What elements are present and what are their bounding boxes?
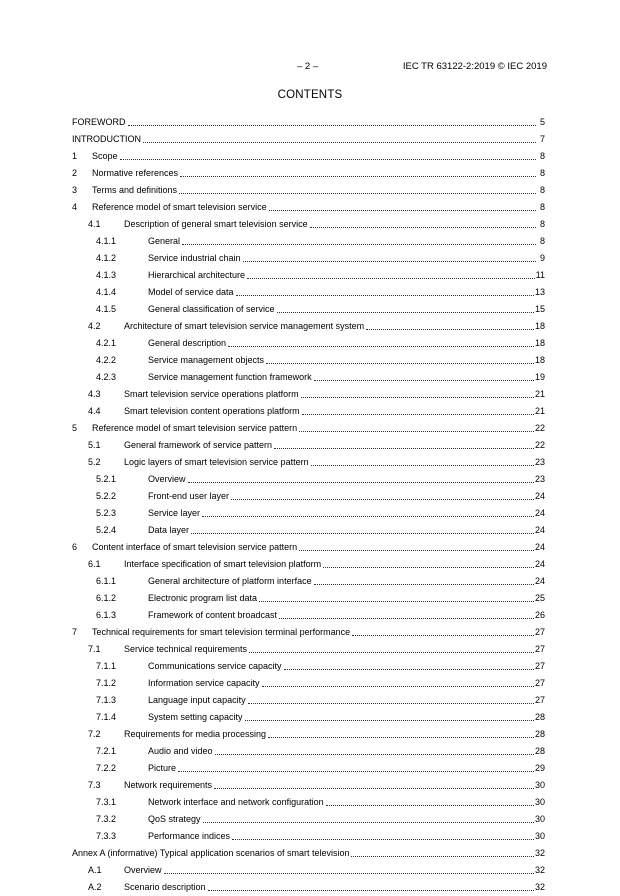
toc-entry-page: 28	[534, 729, 545, 739]
dot-leader	[301, 386, 534, 398]
toc-entry-page: 30	[534, 797, 545, 807]
dot-leader	[164, 862, 534, 874]
toc-entry-title: Smart television service operations platform	[124, 389, 299, 399]
toc-entry[interactable]	[72, 794, 545, 811]
toc-entry-title: Interface specification of smart television platform	[124, 559, 322, 569]
toc-entry-number: A.1	[88, 865, 102, 875]
toc-entry-page: 18	[534, 355, 545, 365]
toc-entry-page: 21	[534, 389, 545, 399]
toc-entry-title: Service technical requirements	[124, 644, 248, 654]
dot-leader	[366, 318, 534, 330]
toc-entry[interactable]	[72, 437, 545, 454]
toc-entry[interactable]	[72, 454, 545, 471]
toc-entry[interactable]	[72, 777, 545, 794]
toc-entry-page: 25	[534, 593, 545, 603]
toc-entry-number: 5.2.1	[96, 474, 117, 484]
dot-leader	[203, 811, 534, 823]
toc-entry-number: 5.2.2	[96, 491, 117, 501]
toc-entry-number: 7.2	[88, 729, 101, 739]
toc-entry-page: 23	[534, 457, 545, 467]
toc-entry[interactable]	[72, 216, 545, 233]
toc-entry-title: Reference model of smart television service pattern	[92, 423, 298, 433]
toc-entry[interactable]	[72, 267, 545, 284]
toc-entry[interactable]	[72, 828, 545, 845]
toc-entry[interactable]	[72, 879, 545, 896]
dot-leader	[249, 641, 534, 653]
toc-entry-page: 24	[534, 525, 545, 535]
toc-entry[interactable]	[72, 403, 545, 420]
toc-entry-page: 8	[539, 151, 545, 161]
toc-entry-number: 7.1.2	[96, 678, 117, 688]
toc-entry-title: Overview	[148, 474, 186, 484]
toc-entry-title: Service management function framework	[148, 372, 312, 382]
dot-leader	[269, 199, 536, 211]
toc-entry-number: 3	[72, 185, 78, 195]
toc-entry[interactable]	[72, 199, 545, 216]
toc-entry-title: FOREWORD	[72, 117, 126, 127]
toc-entry[interactable]	[72, 811, 545, 828]
toc-entry-page: 28	[534, 712, 545, 722]
toc-entry[interactable]	[72, 369, 545, 386]
toc-entry[interactable]	[72, 233, 545, 250]
toc-entry-number: 4.2	[88, 321, 101, 331]
toc-entry-title: Terms and definitions	[92, 185, 178, 195]
toc-entry-title: Performance indices	[148, 831, 231, 841]
toc-entry-title: Service layer	[148, 508, 201, 518]
dot-leader	[248, 692, 534, 704]
toc-entry-title: Information service capacity	[148, 678, 260, 688]
toc-entry-title: Requirements for media processing	[124, 729, 267, 739]
toc-entry-title: Scenario description	[124, 882, 206, 892]
toc-entry-page: 11	[535, 270, 545, 280]
dot-leader	[188, 471, 534, 483]
toc-entry-number: 7.3.2	[96, 814, 117, 824]
dot-leader	[236, 284, 534, 296]
toc-entry[interactable]	[72, 301, 545, 318]
toc-entry[interactable]	[72, 675, 545, 692]
toc-entry-title: Normative references	[92, 168, 179, 178]
toc-entry-page: 32	[534, 882, 545, 892]
toc-entry[interactable]	[72, 488, 545, 505]
toc-entry[interactable]	[72, 284, 545, 301]
toc-entry-number: 7.1.3	[96, 695, 117, 705]
dot-leader	[228, 335, 534, 347]
dot-leader	[243, 250, 536, 262]
toc-entry-page: 27	[534, 644, 545, 654]
toc-entry-number: 4.3	[88, 389, 101, 399]
toc-entry-title: Description of general smart television service	[124, 219, 308, 229]
toc-entry-page: 23	[534, 474, 545, 484]
toc-entry-number: 6.1	[88, 559, 101, 569]
toc-entry-title: General description	[148, 338, 227, 348]
toc-entry-number: 5.2	[88, 457, 101, 467]
toc-entry[interactable]	[72, 607, 545, 624]
toc-entry-number: 4.1	[88, 219, 101, 229]
toc-entry-number: 4.1.4	[96, 287, 117, 297]
toc-entry-title: Communications service capacity	[148, 661, 282, 671]
toc-entry-title: General classification of service	[148, 304, 275, 314]
toc-entry-number: 2	[72, 168, 78, 178]
dot-leader	[274, 437, 534, 449]
dot-leader	[277, 301, 534, 313]
toc-entry-number: A.2	[88, 882, 102, 892]
toc-entry[interactable]	[72, 743, 545, 760]
toc-entry-page: 15	[534, 304, 545, 314]
toc-entry-page: 19	[534, 372, 545, 382]
toc-entry-title: Technical requirements for smart television terminal performance	[92, 627, 351, 637]
toc-entry-page: 27	[534, 678, 545, 688]
toc-entry-title: Data layer	[148, 525, 190, 535]
toc-entry[interactable]	[72, 692, 545, 709]
toc-entry-number: 7.3	[88, 780, 101, 790]
toc-entry-title: System setting capacity	[148, 712, 243, 722]
toc-entry-number: 6.1.3	[96, 610, 117, 620]
page-title: CONTENTS	[277, 89, 343, 101]
dot-leader	[208, 879, 534, 891]
toc-entry-number: 6	[72, 542, 78, 552]
toc-entry[interactable]	[72, 862, 545, 879]
toc-entry-title: Content interface of smart television service pattern	[92, 542, 298, 552]
toc-entry-number: 4.1.2	[96, 253, 117, 263]
dot-leader	[314, 369, 534, 381]
toc-entry-title: Annex A (informative) Typical application scenarios of smart television	[72, 848, 350, 858]
toc-entry-number: 4	[72, 202, 78, 212]
toc-entry-page: 7	[539, 134, 545, 144]
toc-entry[interactable]	[72, 522, 545, 539]
toc-entry-number: 5.1	[88, 440, 101, 450]
toc-entry-title: Network interface and network configuration	[148, 797, 324, 807]
toc-entry-page: 30	[534, 831, 545, 841]
toc-entry-page: 29	[534, 763, 545, 773]
toc-entry-page: 18	[534, 338, 545, 348]
dot-leader	[279, 607, 534, 619]
toc-entry[interactable]	[72, 131, 545, 148]
toc-entry-page: 8	[539, 185, 545, 195]
dot-leader	[259, 590, 534, 602]
toc-entry-title: Electronic program list data	[148, 593, 258, 603]
toc-entry-page: 30	[534, 814, 545, 824]
dot-leader	[232, 828, 534, 840]
dot-leader	[311, 454, 534, 466]
toc-entry[interactable]	[72, 335, 545, 352]
dot-leader	[299, 420, 534, 432]
toc-entry-number: 6.1.1	[96, 576, 117, 586]
toc-entry-page: 24	[534, 491, 545, 501]
toc-entry-title: Overview	[124, 865, 162, 875]
toc-entry-page: 8	[539, 202, 545, 212]
toc-entry-number: 5.2.3	[96, 508, 117, 518]
toc-entry-number: 7.3.3	[96, 831, 117, 841]
toc-entry[interactable]	[72, 539, 545, 556]
toc-entry-title: Logic layers of smart television service pattern	[124, 457, 309, 467]
toc-entry-title: General framework of service pattern	[124, 440, 273, 450]
toc-entry-title: Hierarchical architecture	[148, 270, 246, 280]
toc-entry-number: 4.1.1	[96, 236, 117, 246]
toc-entry-title: Language input capacity	[148, 695, 246, 705]
dot-leader	[351, 845, 534, 857]
toc-entry-number: 4.4	[88, 406, 101, 416]
toc-entry[interactable]	[72, 573, 545, 590]
toc-entry[interactable]	[72, 624, 545, 641]
toc-entry-title: Architecture of smart television service management system	[124, 321, 365, 331]
toc-entry-page: 26	[534, 610, 545, 620]
toc-entry[interactable]	[72, 556, 545, 573]
toc-entry-page: 27	[534, 627, 545, 637]
toc-entry-number: 5.2.4	[96, 525, 117, 535]
toc-entry-page: 24	[534, 542, 545, 552]
dot-leader	[179, 182, 536, 194]
toc-entry-number: 7.2.1	[96, 746, 117, 756]
dot-leader	[214, 777, 534, 789]
dot-leader	[310, 216, 536, 228]
dot-leader	[262, 675, 534, 687]
toc-entry-number: 6.1.2	[96, 593, 117, 603]
toc-entry-page: 27	[534, 695, 545, 705]
dot-leader	[245, 709, 534, 721]
toc-entry-number: 4.1.5	[96, 304, 117, 314]
toc-entry[interactable]	[72, 760, 545, 777]
dot-leader	[266, 352, 534, 364]
toc-entry-title: Smart television content operations platform	[124, 406, 300, 416]
dot-leader	[299, 539, 534, 551]
toc-entry[interactable]	[72, 148, 545, 165]
toc-entry-page: 24	[534, 508, 545, 518]
toc-entry[interactable]	[72, 641, 545, 658]
toc-entry-title: Audio and video	[148, 746, 213, 756]
toc-entry[interactable]	[72, 114, 545, 131]
toc-entry-title: QoS strategy	[148, 814, 201, 824]
toc-entry-title: Model of service data	[148, 287, 234, 297]
dot-leader	[128, 114, 537, 126]
toc-entry-page: 32	[534, 848, 545, 858]
toc-entry-title: Scope	[92, 151, 118, 161]
toc-entry-title: General	[148, 236, 181, 246]
toc-entry[interactable]	[72, 726, 545, 743]
toc-entry-title: Network requirements	[124, 780, 213, 790]
toc-entry-page: 27	[534, 661, 545, 671]
toc-entry-page: 22	[534, 423, 545, 433]
dot-leader	[314, 573, 534, 585]
toc-entry-title: Framework of content broadcast	[148, 610, 278, 620]
toc-entry-number: 4.2.1	[96, 338, 117, 348]
dot-leader	[231, 488, 534, 500]
toc-entry-title: INTRODUCTION	[72, 134, 141, 144]
toc-entry-title: Front-end user layer	[148, 491, 230, 501]
dot-leader	[143, 131, 536, 143]
toc-entry[interactable]	[72, 250, 545, 267]
dot-leader	[247, 267, 535, 279]
toc-entry-page: 21	[534, 406, 545, 416]
toc-entry-page: 28	[534, 746, 545, 756]
dot-leader	[352, 624, 534, 636]
toc-entry-page: 8	[539, 168, 545, 178]
toc-entry-number: 5	[72, 423, 78, 433]
toc-entry-title: General architecture of platform interface	[148, 576, 312, 586]
table-of-contents	[72, 114, 545, 896]
dot-leader	[215, 743, 534, 755]
toc-entry-page: 5	[539, 117, 545, 127]
toc-entry-title: Reference model of smart television service	[92, 202, 267, 212]
toc-entry-number: 7.1.1	[96, 661, 117, 671]
toc-entry[interactable]	[72, 658, 545, 675]
toc-entry-number: 7.1	[88, 644, 101, 654]
toc-entry-page: 8	[539, 236, 545, 246]
dot-leader	[302, 403, 534, 415]
toc-entry-page: 24	[534, 559, 545, 569]
toc-entry[interactable]	[72, 318, 545, 335]
toc-entry-page: 18	[534, 321, 545, 331]
toc-entry-page: 8	[539, 219, 545, 229]
toc-entry[interactable]	[72, 845, 545, 862]
toc-entry-number: 7.2.2	[96, 763, 117, 773]
toc-entry-number: 7.3.1	[96, 797, 117, 807]
toc-entry-number: 4.2.2	[96, 355, 117, 365]
page-number: – 2 –	[297, 61, 319, 72]
document-id: IEC TR 63122-2:2019 © IEC 2019	[402, 61, 547, 72]
dot-leader	[326, 794, 534, 806]
dot-leader	[323, 556, 534, 568]
toc-entry[interactable]	[72, 709, 545, 726]
toc-entry-number: 4.2.3	[96, 372, 117, 382]
toc-entry-number: 7.1.4	[96, 712, 117, 722]
dot-leader	[120, 148, 536, 160]
toc-entry-page: 13	[534, 287, 545, 297]
toc-entry[interactable]	[72, 420, 545, 437]
toc-entry-number: 7	[72, 627, 78, 637]
toc-entry-number: 1	[72, 151, 78, 161]
toc-entry-page: 22	[534, 440, 545, 450]
page-header	[0, 61, 620, 75]
toc-entry-title: Picture	[148, 763, 177, 773]
toc-entry[interactable]	[72, 182, 545, 199]
dot-leader	[284, 658, 534, 670]
dot-leader	[178, 760, 534, 772]
toc-entry-title: Service industrial chain	[148, 253, 241, 263]
toc-entry[interactable]	[72, 471, 545, 488]
dot-leader	[182, 233, 536, 245]
toc-entry-number: 4.1.3	[96, 270, 117, 280]
toc-entry-page: 32	[534, 865, 545, 875]
dot-leader	[202, 505, 534, 517]
toc-entry[interactable]	[72, 505, 545, 522]
dot-leader	[191, 522, 534, 534]
toc-entry-title: Service management objects	[148, 355, 265, 365]
toc-entry[interactable]	[72, 352, 545, 369]
dot-leader	[180, 165, 536, 177]
toc-entry[interactable]	[72, 165, 545, 182]
toc-entry-page: 24	[534, 576, 545, 586]
toc-entry-page: 9	[539, 253, 545, 263]
dot-leader	[268, 726, 534, 738]
toc-entry[interactable]	[72, 386, 545, 403]
toc-entry-page: 30	[534, 780, 545, 790]
toc-entry[interactable]	[72, 590, 545, 607]
